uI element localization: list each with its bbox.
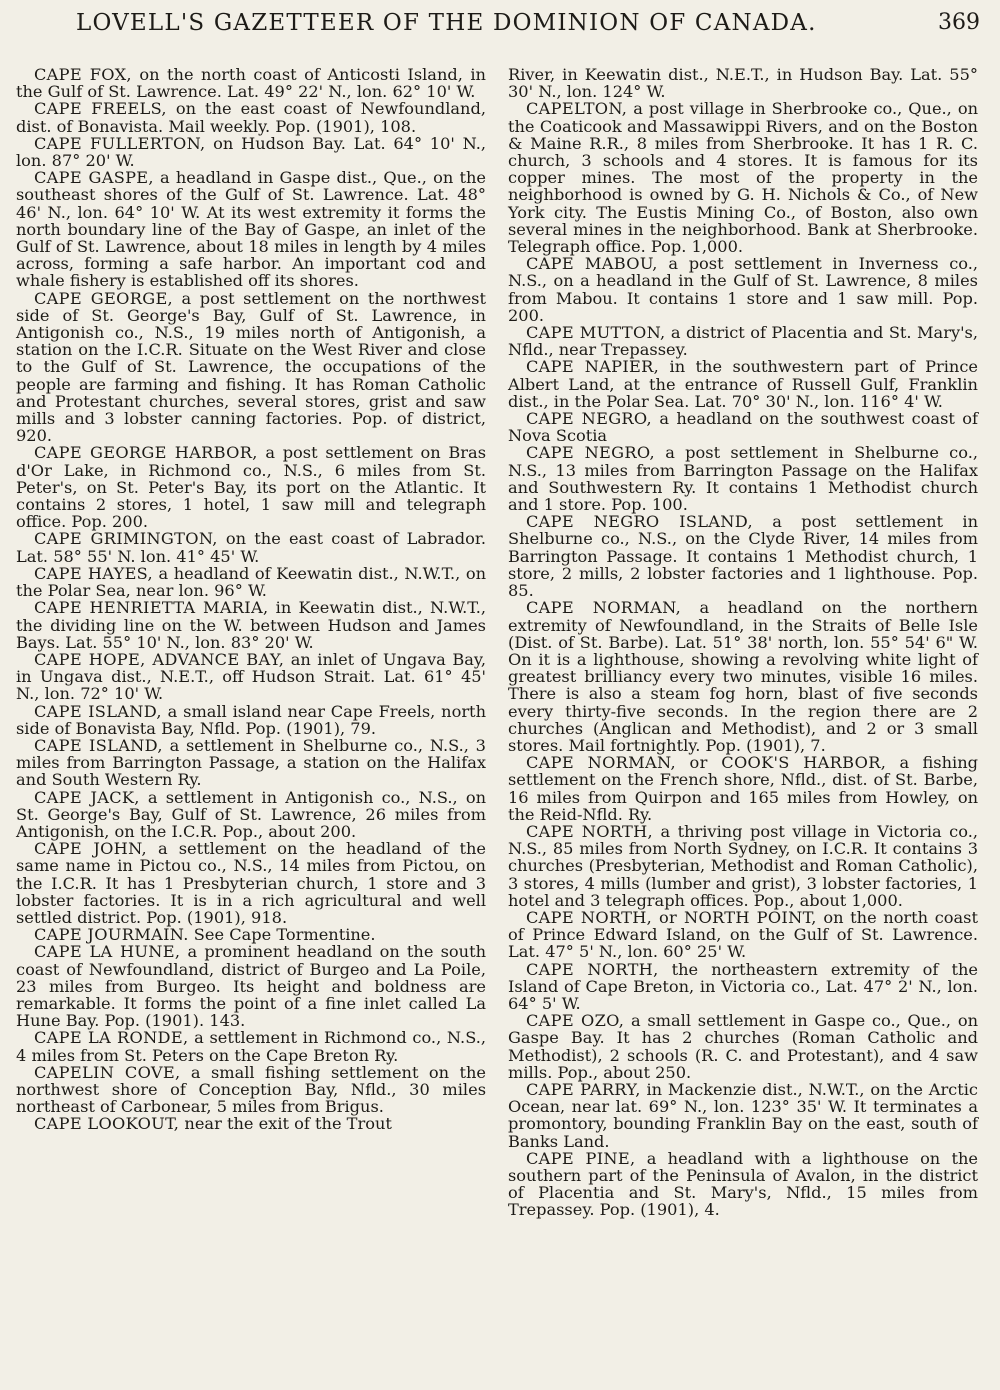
entry-text: an inlet of Ungava Bay, in Ungava dist., N.E.T., off Hudson Strait. Lat. 61° 45' N., lon. 72° 10' W.: [16, 649, 487, 704]
entry-headword: CAPE GEORGE HARBOR,: [34, 443, 258, 463]
gazetteer-entry: [508, 823, 978, 909]
entry-text: on Hudson Bay. Lat. 64° 10' N., lon. 87° 20' W.: [16, 133, 486, 171]
entry-text: a headland with a lighthouse on the southern part of the Peninsula of Avalon, in the district of Placentia and St. Mary's, Nfld., 15 miles from Trepassey. Pop. (1901), 4.: [508, 1148, 979, 1220]
entry-headword: CAPE NEGRO,: [526, 409, 652, 429]
entry-text: a post village in Sherbrooke co., Que., on the Coaticook and Massawippi Rivers, and on the Boston & Maine R.R., 8 miles from Sherbrooke. It has 1 R. C. church, 3 schools and 4 stores. It is famous for its copper mines. The most of the property in the neighborhood is owned by G. H. Nichols & Co., of New York city. The Eustis Mining Co., of Boston, also own several mines in the neighborhood. Bank at Sherbrooke. Telegraph office. Pop. 1,000.: [508, 99, 978, 257]
entry-text: See Cape Tormentine.: [188, 925, 376, 945]
entry-text: a post settlement in Shelburne co., N.S., on the Clyde River, 14 miles from Barrington Passage. It contains 1 Methodist church, 1 store, 2 mills, 2 lobster factories and 1 lighthouse. Pop. 85.: [508, 512, 978, 601]
gazetteer-entry: [16, 926, 486, 943]
gazetteer-entry: [508, 1081, 978, 1150]
entry-headword: CAPE PINE,: [526, 1148, 636, 1168]
entry-text: a post settlement in Shelburne co., N.S., 13 miles from Barrington Passage on the Halifax and Southwestern Ry. It contains 1 Methodist church and 1 store. Pop. 100.: [508, 443, 979, 515]
gazetteer-entry: [508, 255, 978, 324]
gazetteer-entry: [16, 1029, 486, 1063]
entry-headword: CAPE JOHN,: [34, 839, 147, 859]
gazetteer-entry: [16, 737, 486, 789]
entry-text: in Mackenzie dist., N.W.T., on the Arctic Ocean, near lat. 69° N., lon. 123° 35' W. It terminates a promontory, bounding Franklin Bay on the east, south of Banks Land.: [508, 1079, 978, 1151]
entry-headword: CAPE NORTH, or NORTH POINT,: [526, 907, 817, 927]
gazetteer-entry: [508, 909, 978, 961]
gazetteer-entry: [16, 599, 486, 651]
gazetteer-entry: [16, 290, 486, 445]
entry-headword: CAPE FREELS,: [34, 99, 167, 119]
page-header: [16, 8, 982, 52]
entry-headword: CAPE FOX,: [34, 65, 132, 84]
entry-headword: CAPE LA RONDE,: [34, 1028, 189, 1048]
gazetteer-entry: [508, 513, 978, 599]
page-number: 369: [938, 10, 980, 35]
entry-text: a thriving post village in Victoria co., N.S., 85 miles from North Sydney, on I.C.R. It contains 3 churches (Presbyterian, Methodist and Roman Catholic), 3 stores, 4 mills (lumber and grist), 3 lobster factories, 1 hotel and 3 telegraph offices. Pop., about 1,000.: [508, 821, 978, 910]
entry-text: River, in Keewatin dist., N.E.T., in Hudson Bay. Lat. 55° 30' N., lon. 124° W.: [508, 65, 978, 102]
gazetteer-entry: [16, 943, 486, 1029]
gazetteer-entry: [16, 66, 486, 100]
gazetteer-entry: [508, 1150, 978, 1219]
entry-text: a settlement in Antigonish co., N.S., on St. George's Bay, Gulf of St. Lawrence, 26 miles from Antigonish, on the I.C.R. Pop., about 200.: [16, 787, 487, 841]
entry-text: in the southwestern part of Prince Albert Land, at the entrance of Russell Gulf, Franklin dist., in the Polar Sea. Lat. 70° 30' N., lon. 116° 4' W.: [508, 357, 978, 411]
entry-headword: CAPE JOURMAIN.: [34, 925, 189, 945]
entry-text: a post settlement on the northwest side of St. George's Bay, Gulf of St. Lawrence, in Antigonish co., N.S., 19 miles north of Antigonish, a station on the I.C.R. Situate on the West River and close to the Gulf of St. Lawrence, the occupations of the people are farming and fishing. It has Roman Catholic and Protestant churches, several stores, grist and saw mills and 3 lobster canning factories. Pop. of district, 920.: [16, 288, 486, 446]
entry-headword: CAPE PARRY,: [526, 1079, 641, 1099]
entry-text: on the east coast of Newfoundland, dist. of Bonavista. Mail weekly. Pop. (1901), 108.: [16, 99, 486, 136]
text-columns: [16, 66, 982, 1219]
entry-headword: CAPE NORTH,: [526, 821, 653, 841]
entry-headword: CAPE MABOU,: [526, 254, 658, 274]
entry-headword: CAPELTON,: [526, 99, 628, 119]
entry-text: in Keewatin dist., N.W.T., the dividing line on the W. between Hudson and James Bays. Lat. 55° 10' N., lon. 83° 20' W.: [16, 598, 486, 652]
entry-text: a district of Placentia and St. Mary's, Nfld., near Trepassey.: [508, 323, 978, 360]
entry-text: a fishing settlement on the French shore, Nfld., dist. of St. Barbe, 16 miles from Quirpon and 165 miles from Howley, on the Reid-Nfld. Ry.: [508, 753, 979, 824]
entry-text: a settlement in Shelburne co., N.S., 3 miles from Barrington Passage, a station on the Halifax and South Western Ry.: [16, 735, 486, 790]
gazetteer-entry: [16, 169, 486, 289]
entry-headword: CAPE HENRIETTA MARIA,: [34, 598, 269, 618]
gazetteer-entry: [16, 530, 486, 564]
entry-headword: CAPE ISLAND,: [34, 701, 162, 721]
entry-headword: CAPE HOPE, ADVANCE BAY,: [34, 649, 285, 669]
gazetteer-entry: [16, 565, 486, 599]
gazetteer-entry: [16, 840, 486, 926]
entry-text: a small island near Cape Freels, north side of Bonavista Bay, Nfld. Pop. (1901), 79.: [16, 701, 486, 738]
entry-text: on the east coast of Labrador. Lat. 58° 55' N. lon. 41° 45' W.: [16, 529, 486, 566]
entry-text: a headland on the northern extremity of Newfoundland, in the Straits of Belle Isle (Dist. of St. Barbe). Lat. 51° 38' north, lon. 55° 54' 6" W. On it is a lighthouse, showing a revolving white light of greatest brilliancy every two minutes, visible 16 miles. There is also a steam fog horn, blast of five seconds every thirty-five seconds. In the region there are 2 churches (Anglican and Methodist), and 2 or 3 small stores. Mail fortnightly. Pop. (1901), 7.: [508, 598, 978, 755]
entry-text: a prominent headland on the south coast of Newfoundland, district of Burgeo and La Poile, 23 miles from Burgeo. Its height and boldness are remarkable. It forms the point of a fine inlet called La Hune Bay. Pop. (1901). 143.: [16, 942, 486, 1031]
gazetteer-entry: [16, 135, 486, 169]
entry-headword: CAPE NORTH,: [526, 959, 659, 979]
entry-headword: CAPE OZO,: [526, 1011, 625, 1031]
gazetteer-entry: [508, 599, 978, 754]
gazetteer-entry: [16, 1115, 486, 1132]
entry-headword: CAPE ISLAND,: [34, 735, 163, 755]
entry-text: near the exit of the Trout: [179, 1114, 392, 1134]
entry-text: a post settlement in Inverness co., N.S., on a headland in the Gulf of St. Lawrence, 8 miles from Mabou. It contains 1 store and 1 saw mill. Pop. 200.: [508, 254, 979, 325]
entry-text: on the north coast of Prince Edward Island, on the Gulf of St. Lawrence. Lat. 47° 5' N., lon. 60° 25' W.: [508, 907, 978, 962]
entry-headword: CAPE NORMAN,: [526, 598, 682, 618]
gazetteer-entry: [508, 754, 978, 823]
entry-text: the northeastern extremity of the Island of Cape Breton, in Victoria co., Lat. 47° 2' N., lon. 64° 5' W.: [508, 959, 978, 1013]
entry-headword: CAPE FULLERTON,: [34, 133, 206, 153]
gazetteer-entry: [16, 703, 486, 737]
entry-headword: CAPE JACK,: [34, 787, 140, 807]
entry-headword: CAPE GRIMINGTON,: [34, 529, 218, 549]
left-column: [16, 66, 486, 1219]
gazetteer-entry: [16, 789, 486, 841]
entry-text: a settlement on the headland of the same name in Pictou co., N.S., 14 miles from Pictou, on the I.C.R. It has 1 Presbyterian church, 1 store and 3 lobster factories. It is in a rich agricultural and well settled district. Pop. (1901), 918.: [16, 839, 486, 927]
gazetteer-entry: [508, 410, 978, 444]
entry-text: a small settlement in Gaspe co., Que., on Gaspe Bay. It has 2 churches (Roman Catholic and Methodist), 2 schools (R. C. and Protestant), and 4 saw mills. Pop., about 250.: [508, 1011, 978, 1082]
entry-headword: CAPE NEGRO,: [526, 443, 655, 463]
gazetteer-entry: [16, 651, 486, 703]
entry-headword: CAPE GEORGE,: [34, 288, 174, 308]
gazetteer-entry: [508, 358, 978, 410]
entry-headword: CAPE NAPIER,: [526, 357, 660, 377]
gazetteer-entry: [16, 1064, 486, 1116]
entry-text: a settlement in Richmond co., N.S., 4 miles from St. Peters on the Cape Breton Ry.: [16, 1028, 486, 1065]
gazetteer-entry: [16, 100, 486, 134]
entry-headword: CAPE LA HUNE,: [34, 942, 181, 962]
entry-headword: CAPE HAYES,: [34, 563, 153, 583]
entry-headword: CAPE NORMAN, or COOK'S HARBOR,: [526, 753, 887, 773]
entry-headword: CAPE NEGRO ISLAND,: [526, 512, 753, 532]
gazetteer-entry: [508, 66, 978, 100]
right-column: [508, 66, 978, 1219]
entry-text: a headland on the southwest coast of Nova Scotia: [508, 409, 979, 446]
entry-text: a small fishing settlement on the northwest shore of Conception Bay, Nfld., 30 miles northeast of Carbonear, 5 miles from Brigus.: [16, 1062, 486, 1117]
entry-text: a post settlement on Bras d'Or Lake, in Richmond co., N.S., 6 miles from St. Peter's, on St. Peter's Bay, its port on the Atlantic. It contains 2 stores, 1 hotel, 1 saw mill and telegraph office. Pop. 200.: [16, 443, 486, 532]
entry-text: a headland of Keewatin dist., N.W.T., on the Polar Sea, near lon. 96° W.: [16, 563, 487, 601]
entry-headword: CAPE MUTTON,: [526, 323, 666, 343]
entry-headword: CAPELIN COVE,: [34, 1062, 181, 1082]
gazetteer-entry: [508, 100, 978, 255]
entry-headword: CAPE LOOKOUT,: [34, 1114, 180, 1134]
gazetteer-entry: [16, 444, 486, 530]
running-title: LOVELL'S GAZETTEER OF THE DOMINION OF CANADA.: [76, 10, 817, 36]
gazetteer-entry: [508, 324, 978, 358]
gazetteer-entry: [508, 1012, 978, 1081]
gazetteer-entry: [508, 961, 978, 1013]
entry-text: a headland in Gaspe dist., Que., on the southeast shores of the Gulf of St. Lawrence. Lat. 48° 46' N., lon. 64° 10' W. At its west extremity it forms the north boundary line of the Bay of Gaspe, an inlet of the Gulf of St. Lawrence, about 18 miles in length by 4 miles across, forming a safe harbor. An important cod and whale fishery is established off its shores.: [16, 168, 486, 291]
gazetteer-entry: [508, 444, 978, 513]
entry-headword: CAPE GASPE,: [34, 168, 154, 188]
entry-text: on the north coast of Anticosti Island, in the Gulf of St. Lawrence. Lat. 49° 22' N., lon. 62° 10' W.: [16, 65, 486, 102]
